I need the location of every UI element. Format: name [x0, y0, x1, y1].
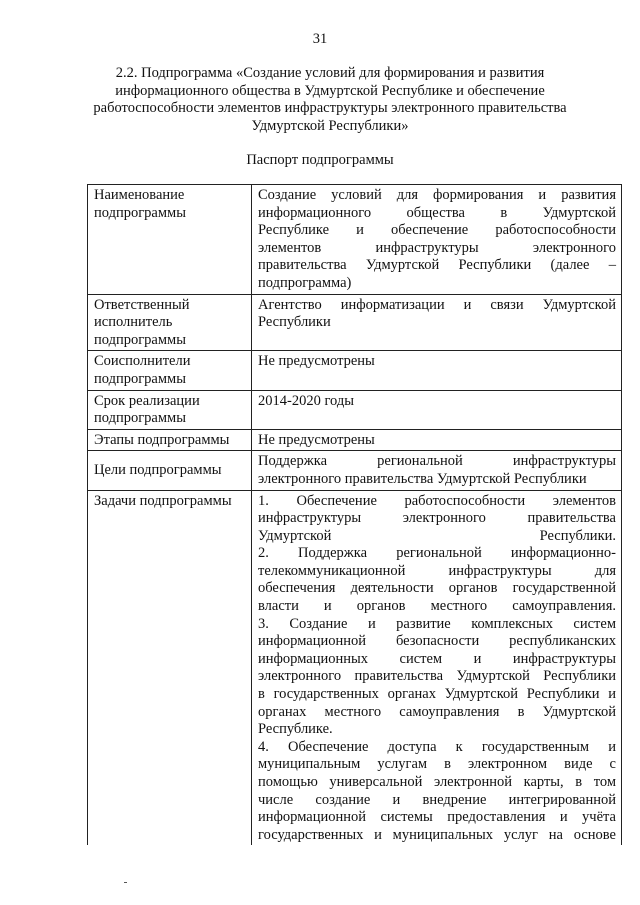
row-value-line: Республике. — [258, 721, 333, 738]
row-value-cell — [252, 294, 622, 351]
row-label-cell — [88, 390, 252, 429]
row-value-line: информационных систем и инфраструктуры — [258, 650, 616, 667]
row-label-cell — [88, 490, 252, 845]
row-value-cell — [252, 185, 622, 295]
table-row — [88, 451, 622, 490]
row-value-line: телекоммуникационной инфраструктуры для — [258, 562, 616, 579]
row-value-line: инфраструктуры электронного правительства — [258, 510, 616, 527]
section-heading-line: информационного общества в Удмуртской Республике и обеспечение — [115, 82, 545, 99]
row-value-line: власти и органов местного самоуправления. — [258, 598, 616, 615]
row-value-line: Поддержка региональной инфраструктуры — [258, 453, 616, 470]
row-label-cell — [88, 429, 252, 451]
passport-title: Паспорт подпрограммы — [246, 152, 394, 168]
passport-table-body — [88, 185, 622, 846]
row-label-line: Цели подпрограммы — [94, 462, 222, 479]
row-label-line: подпрограммы — [94, 410, 186, 427]
row-value-line: информационной безопасности республиканских — [258, 633, 616, 650]
table-row — [88, 294, 622, 351]
section-heading — [60, 65, 600, 135]
page-number: 31 — [312, 31, 328, 47]
row-label-line: подпрограммы — [94, 204, 186, 221]
row-value-line: муниципальным услугам в электронном виде с — [258, 756, 616, 773]
row-value-line: подпрограмма) — [258, 274, 352, 291]
section-heading-line: работоспособности элементов инфраструктуры электронного правительства — [93, 100, 567, 117]
row-value-line: элементов инфраструктуры электронного — [258, 239, 616, 256]
row-value-line: помощью универсальной электронной карты, в том — [258, 774, 616, 790]
row-value-cell — [252, 490, 622, 845]
row-label-line: Этапы подпрограммы — [94, 431, 230, 448]
table-row — [88, 429, 622, 451]
section-heading-line: 2.2. Подпрограмма «Создание условий для формирования и развития — [115, 65, 545, 81]
row-value-line: 2014-2020 годы — [258, 392, 354, 409]
row-value-line: 2. Поддержка региональной информационно- — [258, 545, 616, 562]
row-label-line: Соисполнители — [94, 353, 191, 370]
row-value-line: органах местного самоуправления в Удмуртской — [258, 703, 616, 720]
row-value-cell — [252, 429, 622, 451]
row-value-cell — [252, 351, 622, 390]
passport-table — [87, 184, 622, 845]
row-value-line: Не предусмотрены — [258, 353, 375, 370]
row-value-cell — [252, 390, 622, 429]
row-value-line: государственных и муниципальных услуг на основе — [258, 826, 616, 843]
row-value-line: Создание условий для формирования и развития — [258, 187, 616, 203]
row-value-line: электронного правительства Удмуртской Республики — [258, 668, 616, 685]
table-row — [88, 351, 622, 390]
row-value-line: 1. Обеспечение работоспособности элементов — [258, 492, 616, 509]
row-label-line: Задачи подпрограммы — [94, 492, 232, 509]
row-value-line: правительства Удмуртской Республики (далее – — [258, 257, 616, 274]
scan-mark — [124, 882, 127, 883]
table-row — [88, 185, 622, 295]
row-value-line: 4. Обеспечение доступа к государственным и — [258, 738, 616, 755]
row-label-line: исполнитель — [94, 314, 173, 331]
row-value-line: электронного правительства Удмуртской Республики — [258, 470, 587, 487]
row-value-line: Удмуртской Республики. — [258, 527, 616, 544]
row-label-line: подпрограммы — [94, 331, 186, 348]
row-value-line: в государственных органах Удмуртской Республики и — [258, 686, 616, 703]
row-label-line: Срок реализации — [94, 392, 200, 409]
row-value-line: информационного общества в Удмуртской — [258, 204, 616, 221]
row-value-line: Республики — [258, 314, 331, 331]
row-value-line: обеспечения деятельности органов государственной — [258, 580, 616, 597]
row-label-cell — [88, 351, 252, 390]
row-value-line: информационной системы предоставления и учёта — [258, 809, 616, 826]
row-label-cell — [88, 451, 252, 490]
row-label-cell — [88, 185, 252, 295]
table-row — [88, 390, 622, 429]
row-value-line: 3. Создание и развитие комплексных систем — [258, 615, 616, 632]
row-label-line: Ответственный — [94, 296, 190, 313]
row-label-cell — [88, 294, 252, 351]
row-value-line: числе создание и внедрение интегрированной — [258, 791, 616, 808]
row-value-line: Республике и обеспечение работоспособности — [258, 222, 616, 239]
row-label-line: Наименование — [94, 187, 185, 203]
section-heading-line: Удмуртской Республики» — [251, 117, 409, 134]
row-value-line: Агентство информатизации и связи Удмуртской — [258, 296, 616, 313]
row-value-cell — [252, 451, 622, 490]
row-value-line: Не предусмотрены — [258, 431, 375, 448]
row-label-line: подпрограммы — [94, 370, 186, 387]
table-row — [88, 490, 622, 845]
